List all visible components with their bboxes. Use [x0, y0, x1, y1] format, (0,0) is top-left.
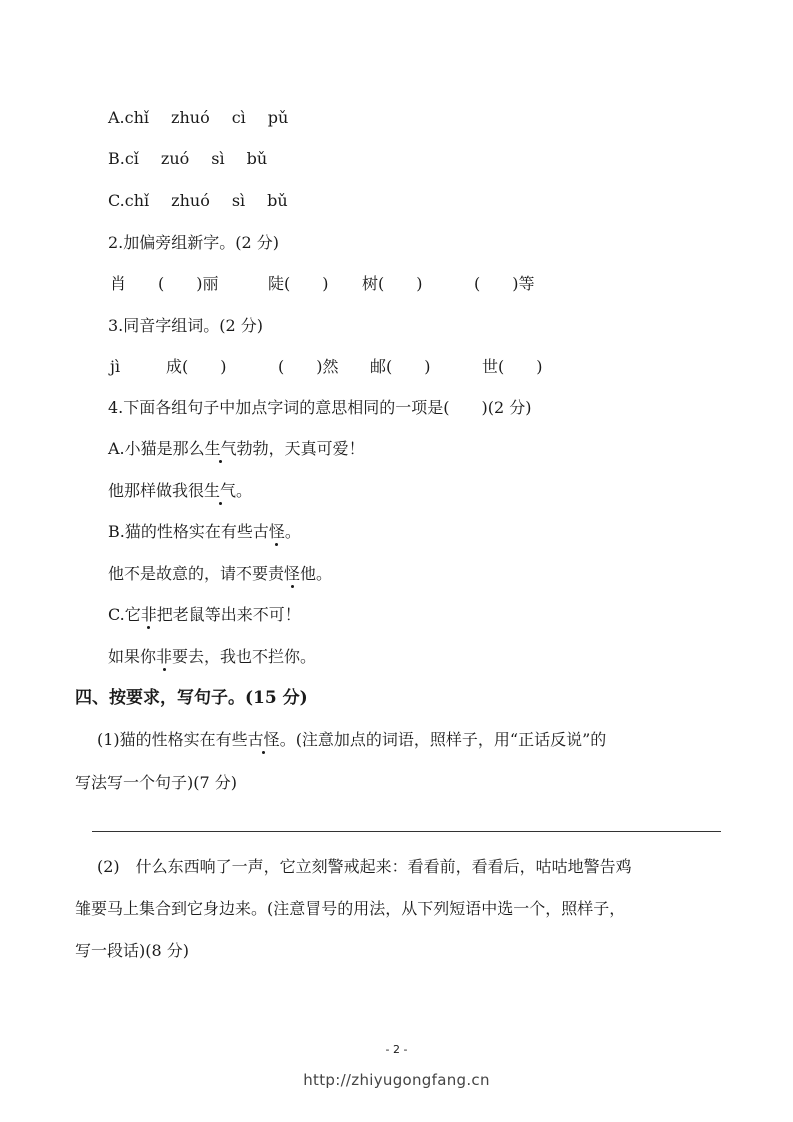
syllable: sì: [231, 191, 246, 210]
blank-item: 成( ): [166, 357, 227, 376]
dotted-word: 怪: [268, 522, 285, 541]
dotted-word: 非: [156, 647, 173, 666]
syllable: zhuó: [171, 108, 210, 127]
syllable: bǔ: [267, 191, 288, 210]
sentence-text: 要去，我也不拦你。: [172, 647, 317, 666]
syllable: chǐ: [124, 108, 150, 127]
blank-item: ( )丽: [158, 274, 219, 293]
sentence-text: 。: [284, 522, 301, 541]
syllable: zhuó: [171, 191, 210, 210]
sentence-text: C.它: [108, 605, 141, 624]
sentence-text: B.猫的性格实在有些古: [108, 522, 269, 541]
blank-item: ( )等: [474, 274, 535, 293]
sentence-text: 。: [236, 481, 253, 500]
answer-line: [92, 831, 721, 832]
footer-url[interactable]: http://zhiyugongfang.cn: [303, 1071, 490, 1089]
dotted-word: 生气: [204, 481, 237, 500]
sentence-text: 他不是故意的，请不要责: [108, 564, 285, 583]
sentence-text: A.小猫是那么: [108, 439, 205, 458]
section-4-heading: 四、按要求，写句子。(15 分): [75, 688, 308, 708]
sentence-text: 勃勃，天真可爱！: [236, 439, 365, 458]
sentence-text: 他那样做我很: [108, 481, 205, 500]
dotted-word: 怪: [284, 564, 301, 583]
section-4-item-2-line1: (2) 什么东西响了一声，它立刻警戒起来：看看前，看看后，咕咕地警告鸡: [97, 857, 632, 876]
syllable: pǔ: [267, 108, 289, 127]
syllable: sì: [211, 149, 225, 168]
blank-item: jì: [110, 357, 121, 376]
section-4-item-2-line2: 雏要马上集合到它身边来。(注意冒号的用法，从下列短语中选一个，照样子，: [75, 899, 626, 918]
section-4-item-2-line3: 写一段话)(8 分): [75, 941, 189, 960]
q4-sentence-b1: [108, 522, 301, 542]
sentence-text: 把老鼠等出来不可！: [156, 605, 301, 624]
blank-item: ( )然: [278, 357, 339, 376]
option-label: C.: [108, 191, 125, 210]
option-c-pinyin: [108, 191, 310, 211]
question-2-blanks: [108, 274, 568, 294]
sentence-text: 。(注意加点的词语，照样子，用“正话反说”的: [279, 730, 607, 749]
syllable: cǐ: [124, 149, 139, 168]
option-label: A.: [108, 108, 125, 127]
syllable: cì: [231, 108, 246, 127]
sentence-text: 如果你: [108, 647, 157, 666]
question-3-title: 3.同音字组词。(2 分): [108, 316, 264, 335]
syllable: bǔ: [246, 149, 268, 168]
page-number: - 2 -: [385, 1043, 408, 1056]
blank-item: 陡( ): [268, 274, 329, 293]
blank-item: 肖: [110, 274, 127, 293]
question-3-blanks: [108, 357, 568, 377]
blank-item: 世( ): [482, 357, 543, 376]
option-b-pinyin: [108, 149, 289, 169]
blank-item: 树( ): [362, 274, 423, 293]
section-4-item-1-cont: 写法写一个句子)(7 分): [75, 773, 237, 792]
sentence-text: 他。: [300, 564, 333, 583]
dotted-word: 古怪: [247, 730, 280, 749]
question-4-title: 4.下面各组句子中加点字词的意思相同的一项是( )(2 分): [108, 398, 532, 417]
dotted-word: 非: [140, 605, 157, 624]
question-2-title: 2.加偏旁组新字。(2 分): [108, 233, 280, 252]
option-label: B.: [108, 149, 125, 168]
section-4-item-1: [97, 730, 606, 750]
q4-sentence-c1: [108, 605, 301, 625]
q4-sentence-a1: [108, 439, 365, 459]
q4-sentence-b2: [108, 564, 332, 584]
blank-item: 邮( ): [370, 357, 431, 376]
q4-sentence-c2: [108, 647, 316, 667]
q4-sentence-a2: [108, 481, 252, 501]
sentence-text: (1)猫的性格实在有些: [97, 730, 248, 749]
dotted-word: 生气: [204, 439, 237, 458]
syllable: zuó: [160, 149, 190, 168]
syllable: chǐ: [124, 191, 150, 210]
option-a-pinyin: [108, 108, 310, 128]
